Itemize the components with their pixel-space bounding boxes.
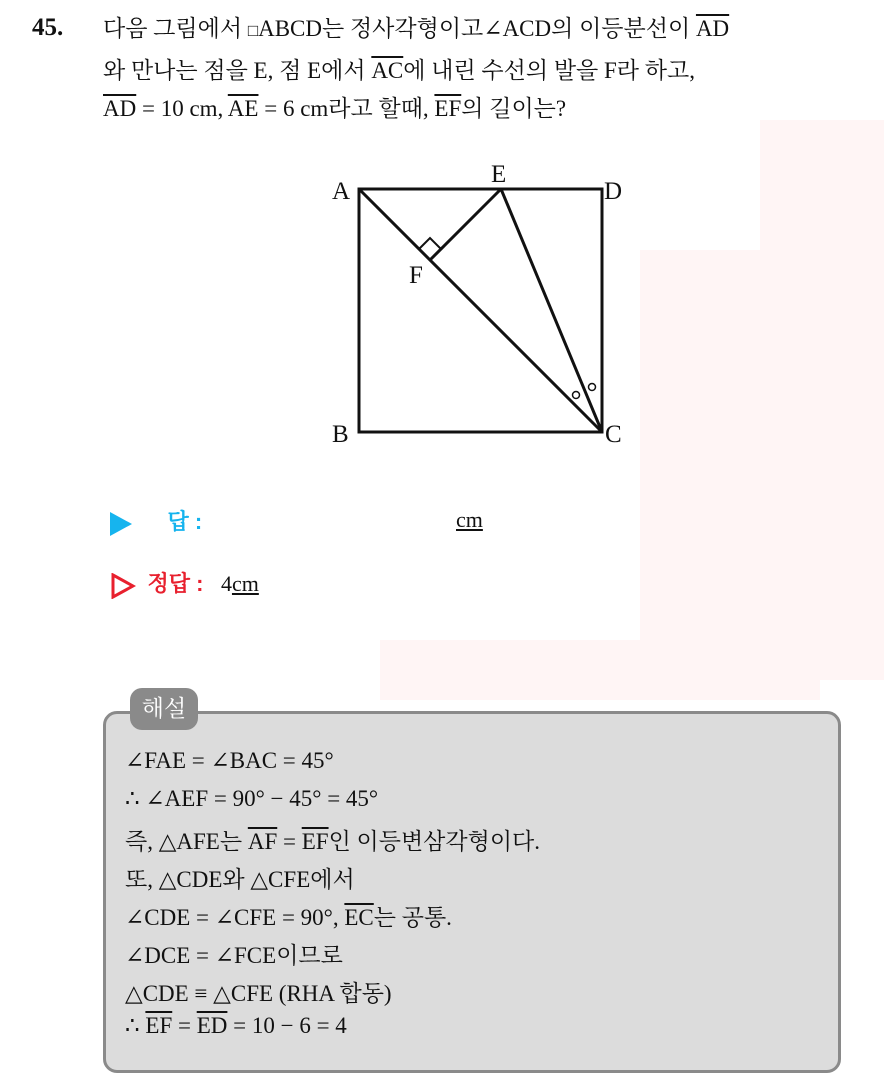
angle-mark bbox=[573, 392, 580, 399]
question-text: 의 길이는? bbox=[461, 96, 567, 121]
explanation-text: 인 이등변삼각형이다. bbox=[328, 829, 541, 854]
explanation-tag: 해설 bbox=[130, 688, 198, 730]
segment-ac: $\overline{AC}$ bbox=[371, 58, 404, 83]
explanation-text: 는 공통. bbox=[373, 905, 452, 930]
square-name: ABCD bbox=[258, 16, 322, 41]
angle-symbol: ∠ bbox=[483, 16, 503, 41]
explanation-line-6: ∠DCE = ∠FCE이므로 bbox=[125, 943, 343, 968]
answer-label: 답 : bbox=[167, 509, 203, 534]
correct-answer-value: 4 bbox=[220, 571, 232, 596]
explanation-text: = bbox=[277, 829, 302, 854]
label-d: D bbox=[604, 178, 623, 205]
explanation-line-5 bbox=[125, 899, 452, 932]
segment-af: $\overline{AF}$ bbox=[247, 829, 278, 854]
segment-ec: $\overline{EC}$ bbox=[344, 905, 374, 930]
explanation-text: 즉, △AFE는 bbox=[125, 829, 248, 854]
label-a: A bbox=[332, 178, 351, 205]
segment-ad: $\overline{AD}$ bbox=[695, 16, 730, 41]
label-c: C bbox=[605, 421, 622, 448]
question-line-1 bbox=[103, 14, 729, 46]
explanation-line-3 bbox=[125, 823, 540, 856]
question-line-3 bbox=[103, 94, 566, 124]
label-e: E bbox=[491, 161, 507, 188]
segment-ad: $\overline{AD}$ bbox=[103, 96, 137, 121]
answer-row bbox=[110, 505, 202, 536]
diagonal-ac bbox=[359, 189, 602, 432]
question-line-2 bbox=[103, 56, 695, 86]
correct-answer-row bbox=[110, 567, 259, 599]
explanation-line-4: 또, △CDE와 △CFE에서 bbox=[125, 867, 355, 892]
segment-ef: $\overline{EF}$ bbox=[145, 1013, 173, 1038]
background-tint bbox=[380, 640, 820, 700]
segment-ed: $\overline{ED}$ bbox=[196, 1013, 228, 1038]
segment-ae: $\overline{AE}$ bbox=[227, 96, 259, 121]
explanation-line-8 bbox=[125, 1013, 347, 1039]
explanation-text: ∠CDE = ∠CFE = 90°, bbox=[125, 905, 345, 930]
explanation-line-1: ∠FAE = ∠BAC = 45° bbox=[125, 748, 334, 773]
question-text: 에 내린 수선의 발을 F라 하고, bbox=[403, 58, 695, 83]
question-number: 45. bbox=[32, 14, 64, 41]
question-text: 와 만나는 점을 E, 점 E에서 bbox=[103, 58, 372, 83]
play-outline-icon bbox=[110, 573, 136, 599]
right-angle-mark bbox=[419, 238, 441, 260]
background-tint bbox=[760, 120, 884, 680]
label-b: B bbox=[332, 421, 349, 448]
explanation-line-2: ∴ ∠AEF = 90° − 45° = 45° bbox=[125, 786, 379, 811]
angle-name: ACD bbox=[502, 16, 552, 41]
explanation-text: ∴ bbox=[125, 1013, 146, 1038]
square-figure bbox=[325, 155, 645, 455]
correct-answer-label: 정답 : bbox=[147, 571, 204, 596]
segment-ef: $\overline{EF}$ bbox=[434, 96, 462, 121]
bisector-ce bbox=[501, 189, 602, 432]
question-text: 의 이등분선이 bbox=[551, 16, 696, 41]
answer-blank-unit[interactable]: cm bbox=[456, 507, 483, 532]
question-text: = 10 cm, bbox=[136, 96, 228, 121]
square-symbol: □ bbox=[247, 21, 259, 40]
question-text: 는 정사각형이고 bbox=[322, 16, 484, 41]
play-icon bbox=[110, 512, 132, 536]
correct-answer-unit: cm bbox=[231, 571, 259, 596]
explanation-line-7: △CDE ≡ △CFE (RHA 합동) bbox=[125, 981, 392, 1006]
question-text: = 6 cm라고 할때, bbox=[258, 96, 435, 121]
angle-mark bbox=[589, 384, 596, 391]
segment-ef: $\overline{EF}$ bbox=[301, 829, 329, 854]
explanation-text: = bbox=[172, 1013, 197, 1038]
label-f: F bbox=[409, 262, 423, 289]
background-tint bbox=[640, 250, 760, 670]
explanation-text: = 10 − 6 = 4 bbox=[227, 1013, 347, 1038]
question-text: 다음 그림에서 bbox=[103, 16, 248, 41]
